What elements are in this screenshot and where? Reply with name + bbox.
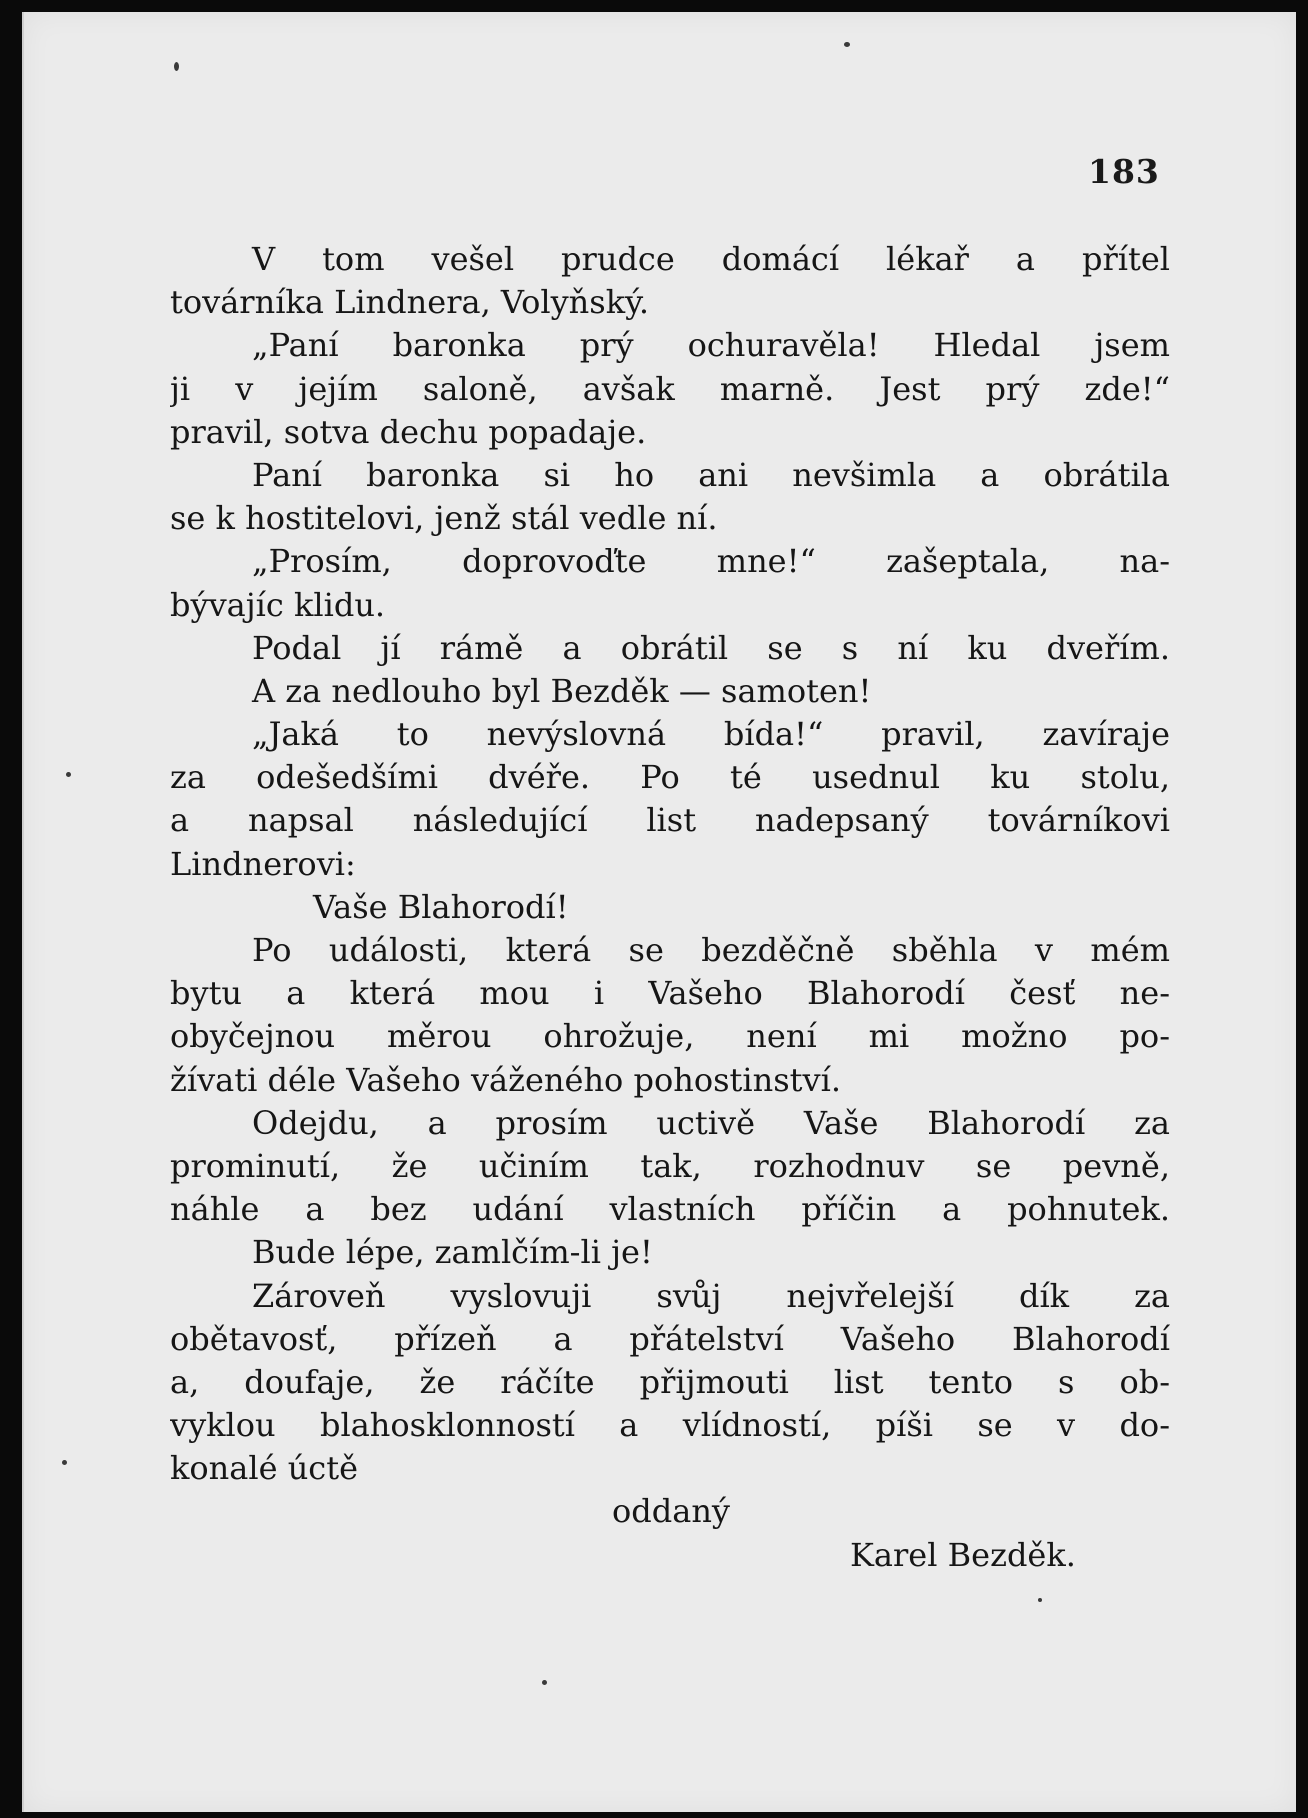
print-speck (62, 1460, 67, 1465)
print-speck (1038, 1598, 1042, 1602)
text-line: a napsal následující list nadepsaný továrníkovi (170, 801, 1170, 840)
book-page (22, 12, 1296, 1812)
print-speck (844, 42, 850, 47)
text-line: pravil, sotva dechu popadaje. (170, 412, 647, 451)
text-line: Bude lépe, zamlčím-li je! (252, 1233, 653, 1272)
text-line: Lindnerovi: (170, 844, 356, 883)
print-speck (542, 1680, 547, 1685)
print-speck (66, 772, 71, 777)
text-line: Po události, která se bezděčně sběhla v mém (252, 931, 1170, 969)
text-line: továrníka Lindnera, Volyňský. (170, 283, 650, 322)
letter-signature: Karel Bezděk. (850, 1535, 1076, 1574)
letter-closing: oddaný (612, 1492, 730, 1531)
letter-salutation: Vaše Blahorodí! (313, 887, 569, 926)
text-line: Zároveň vyslovuji svůj nejvřelejší dík za (252, 1276, 1170, 1315)
page-number: 183 (1088, 152, 1160, 191)
text-line: A za nedlouho byl Bezděk — samoten! (252, 671, 872, 710)
text-line: „Prosím, doprovoďte mne!“ zašeptala, na- (252, 542, 1170, 581)
text-line: bytu a která mou i Vašeho Blahorodí česť ne- (170, 974, 1170, 1013)
text-line: „Jaká to nevýslovná bída!“ pravil, zavíraje (252, 715, 1170, 754)
print-speck (174, 62, 179, 71)
text-line: se k hostitelovi, jenž stál vedle ní. (170, 499, 718, 538)
text-line: ji v jejím saloně, avšak marně. Jest prý zde!“ (170, 369, 1170, 408)
body-text (170, 238, 1170, 1577)
text-line: V tom vešel prudce domácí lékař a přítel (252, 240, 1170, 278)
text-line: Paní baronka si ho ani nevšimla a obrátila (252, 455, 1170, 494)
text-line: prominutí, že učiním tak, rozhodnuv se pevně, (170, 1146, 1170, 1185)
text-line: žívati déle Vašeho váženého pohostinství. (170, 1060, 841, 1099)
text-line: a, doufaje, že ráčíte přijmouti list tento s ob- (170, 1362, 1170, 1401)
text-line: za odešedšími dvéře. Po té usednul ku stolu, (170, 758, 1170, 797)
text-line: vyklou blahosklonností a vlídností, píši se v do- (170, 1406, 1170, 1445)
text-line: bývajíc klidu. (170, 585, 386, 624)
text-line: Odejdu, a prosím uctivě Vaše Blahorodí za (252, 1103, 1170, 1142)
text-line: Podal jí rámě a obrátil se s ní ku dveřím. (252, 628, 1170, 667)
text-line: náhle a bez udání vlastních příčin a pohnutek. (170, 1190, 1170, 1229)
text-line: obyčejnou měrou ohrožuje, není mi možno po- (170, 1017, 1170, 1056)
text-line: obětavosť, přízeň a přátelství Vašeho Blahorodí (170, 1319, 1170, 1358)
text-line: konalé úctě (170, 1449, 359, 1488)
text-line: „Paní baronka prý ochuravěla! Hledal jsem (252, 326, 1170, 365)
